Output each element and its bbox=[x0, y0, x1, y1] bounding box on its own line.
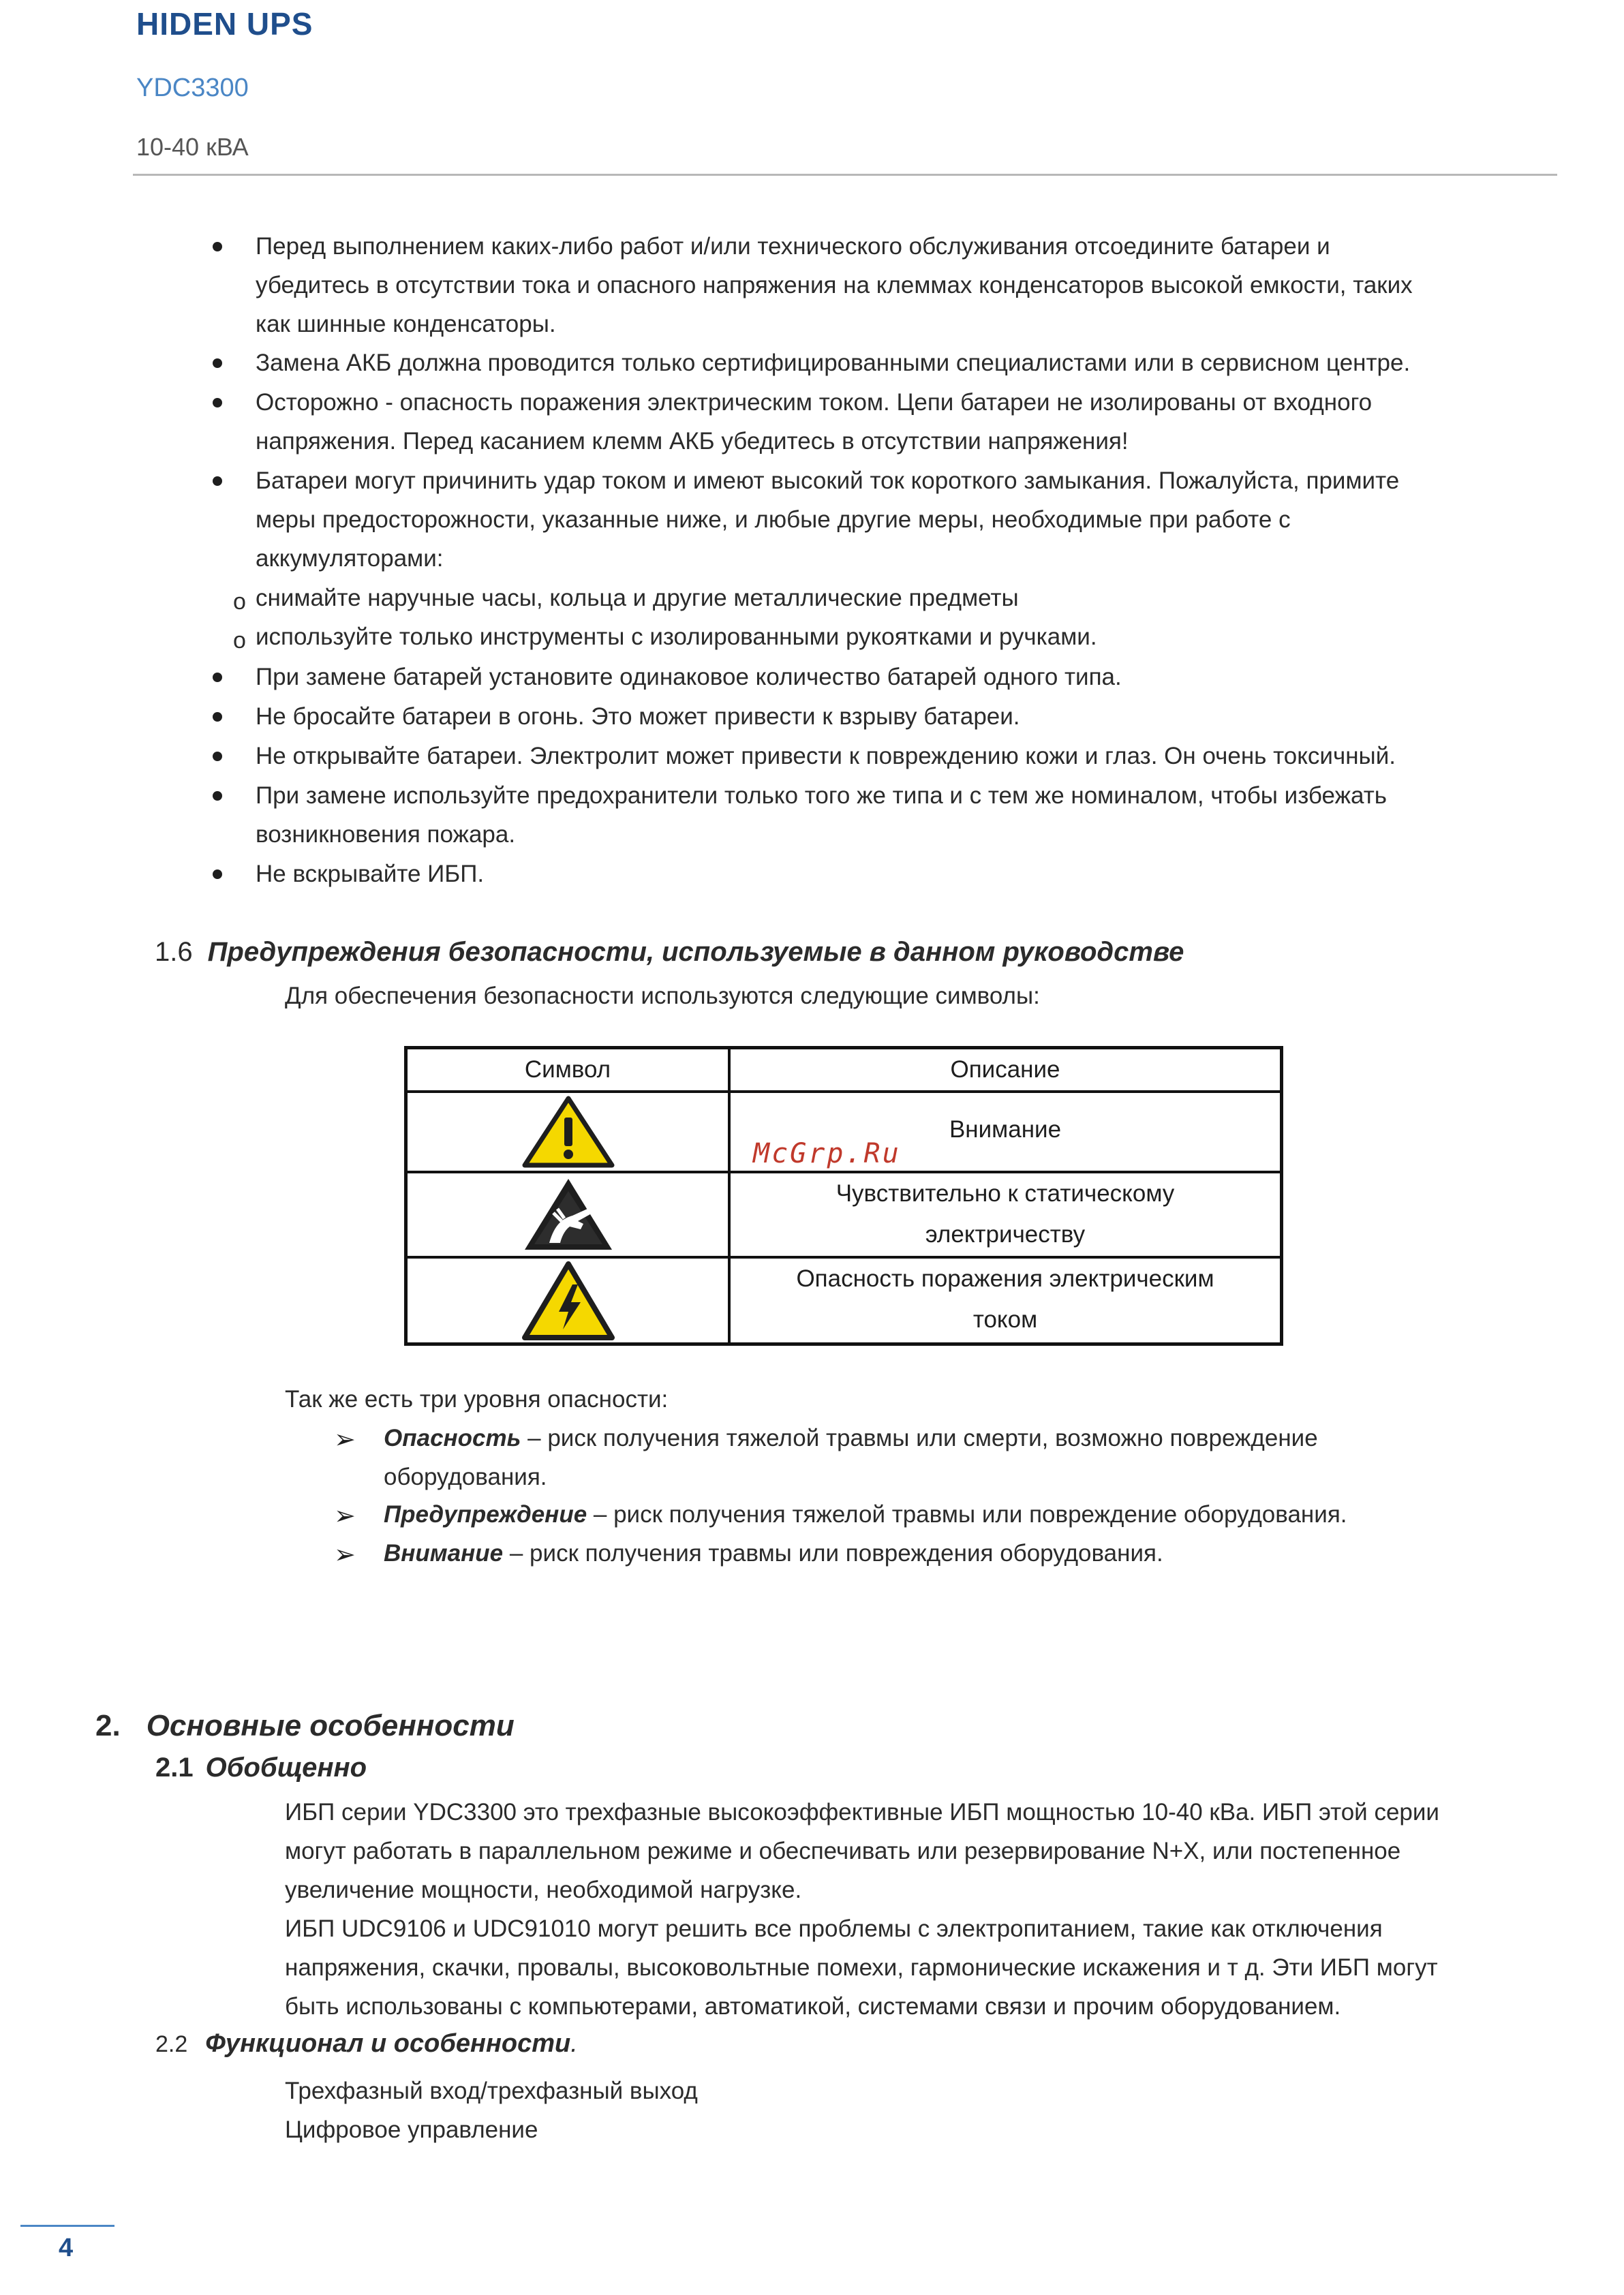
sub-list-item: снимайте наручные часы, кольца и другие металлические предметы bbox=[256, 585, 1019, 611]
arrow-bullet-icon: ➢ bbox=[334, 1426, 356, 1454]
bullet-dot bbox=[213, 673, 222, 682]
list-item: Не вскрывайте ИБП. bbox=[256, 861, 485, 887]
footer-divider bbox=[20, 2225, 114, 2227]
arrow-bullet-icon: ➢ bbox=[334, 1541, 356, 1569]
arrow-bullet-icon: ➢ bbox=[334, 1502, 356, 1530]
list-item: При замене батарей установите одинаковое количество батарей одного типа. bbox=[256, 664, 1122, 690]
symbol-table bbox=[404, 1046, 1283, 1346]
electrostatic-sensitive-icon bbox=[522, 1176, 615, 1252]
bullet-dot bbox=[213, 869, 222, 879]
hazard-levels-intro: Так же есть три уровня опасности: bbox=[285, 1386, 669, 1413]
list-item: Не бросайте батареи в огонь. Это может привести к взрыву батареи. bbox=[256, 703, 1020, 730]
table-row-description: Внимание bbox=[949, 1116, 1062, 1143]
model-name: YDC3300 bbox=[136, 74, 249, 102]
section-intro: Для обеспечения безопасности используются следующие символы: bbox=[285, 983, 1040, 1009]
table-row-divider bbox=[408, 1090, 1280, 1093]
sub-bullet-marker: o bbox=[233, 628, 246, 653]
sub-list-item: используйте только инструменты с изолированными рукоятками и ручками. bbox=[256, 623, 1097, 650]
feature-list bbox=[285, 2071, 1559, 2149]
electric-shock-icon bbox=[522, 1261, 615, 1340]
section-heading-1-6: 1.6 Предупреждения безопасности, используемые в данном руководстве bbox=[155, 937, 1184, 967]
hazard-level-item: Внимание – риск получения травмы или повреждения оборудования. bbox=[384, 1540, 1163, 1567]
watermark: McGrp.Ru bbox=[753, 1138, 901, 1169]
bullet-dot bbox=[213, 791, 222, 801]
bullet-dot bbox=[213, 752, 222, 761]
list-item: Перед выполнением каких-либо работ и/или технического обслуживания отсоедините батареи и убедитесь в отсутствии тока и опасного напряжения на клеммах конденсаторов высокой емкости, таких как шинные конденсаторы. bbox=[256, 233, 1413, 337]
table-row-description: Чувствительно к статическому электричеству bbox=[836, 1180, 1175, 1248]
section-heading-2-2: 2.2 Функционал и особенности. bbox=[155, 2029, 578, 2058]
warning-triangle-icon bbox=[522, 1096, 615, 1168]
hazard-level-item: Предупреждение – риск получения тяжелой травмы или повреждение оборудования. bbox=[384, 1501, 1347, 1528]
bullet-dot bbox=[213, 476, 222, 486]
hazard-level-item: Опасность – риск получения тяжелой травмы или смерти, возможно повреждение оборудования. bbox=[384, 1425, 1318, 1490]
table-row-description: Опасность поражения электрическим током bbox=[796, 1265, 1214, 1333]
list-item: Осторожно - опасность поражения электрическим током. Цепи батареи не изолированы от входного напряжения. Перед касанием клемм АКБ убедитесь в отсутствии напряжения! bbox=[256, 389, 1373, 455]
section-heading-2: 2. Основные особенности bbox=[95, 1709, 515, 1742]
list-item: Трехфазный вход/трехфазный выход bbox=[285, 2078, 698, 2104]
bullet-dot bbox=[213, 242, 222, 251]
paragraph: ИБП серии YDC3300 это трехфазные высокоэффективные ИБП мощностью 10-40 кВа. ИБП этой серии могут работать в параллельном режиме и обеспечивать или резервирование N+X, или постепенное увеличение мощности, необходимой нагрузке. ИБП UDC9106 и UDC91010 могут решить все проблемы с электропитанием, такие как отключения напряжения, скачки, провалы, высоковольтные помехи, гармонические искажения и т д. Эти ИБП могут быть использованы с компьютерами, автоматикой, системами связи и прочим оборудованием. bbox=[285, 1799, 1439, 2020]
bullet-dot bbox=[213, 712, 222, 722]
sub-bullet-marker: o bbox=[233, 589, 246, 615]
table-header-description: Описание bbox=[950, 1056, 1060, 1083]
power-range: 10-40 кВА bbox=[136, 133, 249, 161]
table-header-symbol: Символ bbox=[524, 1056, 611, 1083]
section-heading-2-1: 2.1 Обобщенно bbox=[155, 1753, 367, 1783]
list-item: Не открывайте батареи. Электролит может привести к повреждению кожи и глаз. Он очень токсичный. bbox=[256, 743, 1396, 769]
header-divider bbox=[133, 174, 1557, 176]
list-item: Батареи могут причинить удар током и имеют высокий ток короткого замыкания. Пожалуйста, примите меры предосторожности, указанные ниже, и любые другие меры, необходимые при работе с аккумуляторами: bbox=[256, 467, 1400, 572]
brand-title: HIDEN UPS bbox=[136, 6, 313, 42]
bullet-dot bbox=[213, 358, 222, 368]
list-item: Замена АКБ должна проводится только сертифицированными специалистами или в сервисном центре. bbox=[256, 350, 1411, 376]
page-number: 4 bbox=[59, 2234, 74, 2262]
bullet-dot bbox=[213, 398, 222, 407]
list-item: При замене используйте предохранители только того же типа и с тем же номиналом, чтобы избежать возникновения пожара. bbox=[256, 782, 1387, 848]
list-item: Цифровое управление bbox=[285, 2116, 538, 2143]
